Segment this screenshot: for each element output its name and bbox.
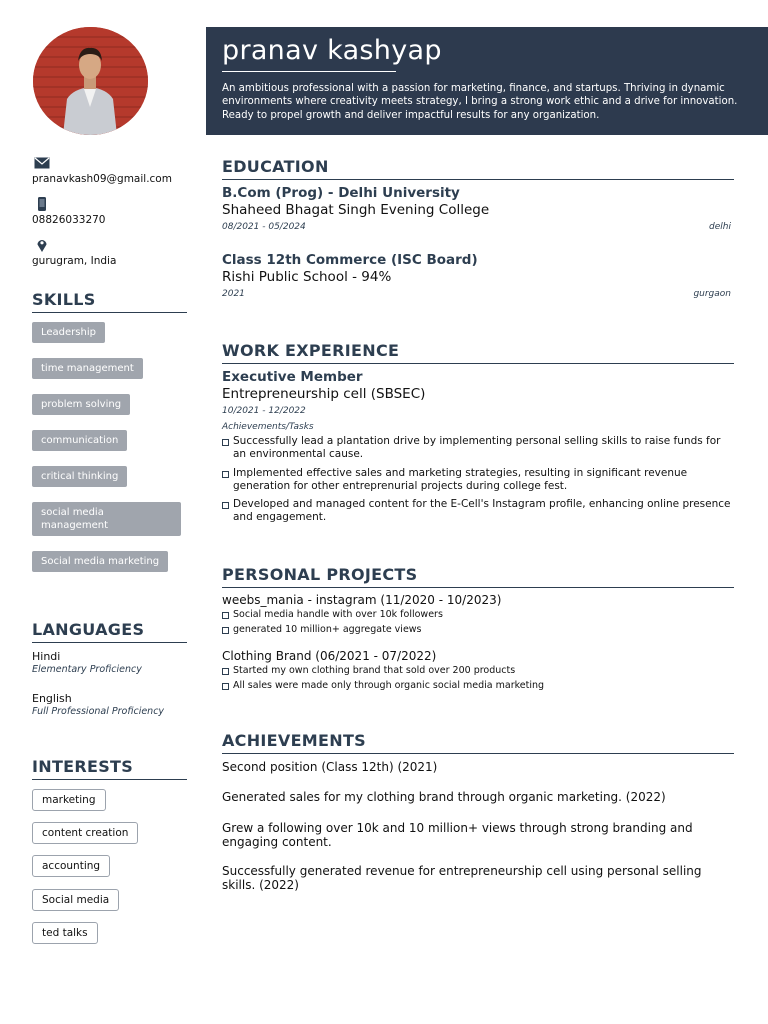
achievement-item: Grew a following over 10k and 10 million+ views through strong branding and engaging content. xyxy=(222,821,693,849)
list-item: Implemented effective sales and marketing strategies, resulting in significant revenue generation for other entreprenurial projects during college fest. xyxy=(222,467,734,494)
contact-location xyxy=(32,238,116,267)
list-item: Started my own clothing brand that sold over 200 products xyxy=(222,665,734,677)
languages-heading: LANGUAGES xyxy=(32,620,187,643)
location-pin-icon xyxy=(34,238,50,252)
project-title: Clothing Brand (06/2021 - 07/2022) xyxy=(222,649,437,663)
contact-email xyxy=(32,156,172,185)
list-item: generated 10 million+ aggregate views xyxy=(222,624,734,636)
profile-photo xyxy=(33,27,148,135)
language-name: Hindi xyxy=(32,650,61,663)
interest-tag: Social media xyxy=(32,889,119,911)
project-title: weebs_mania - instagram (11/2020 - 10/2023) xyxy=(222,593,502,607)
profile-summary: An ambitious professional with a passion for marketing, finance, and startups. Thriving in dynamic environments where creativity meets strategy, I bring a strong work ethic and a drive for innovation. Ready to propel growth and deliver impactful results for any organization. xyxy=(222,83,738,121)
education-dates: 08/2021 - 05/2024 xyxy=(222,222,306,232)
work-tasks-label: Achievements/Tasks xyxy=(222,422,314,432)
project-points xyxy=(222,609,734,639)
list-item: Successfully lead a plantation drive by implementing personal selling skills to raise funds for an environmental cause. xyxy=(222,435,734,462)
envelope-icon xyxy=(34,156,50,170)
header-banner xyxy=(206,27,768,135)
achievement-item: Second position (Class 12th) (2021) xyxy=(222,760,438,774)
education-heading: EDUCATION xyxy=(222,157,734,180)
achievements-heading: ACHIEVEMENTS xyxy=(222,731,734,754)
education-dates: 2021 xyxy=(222,289,245,299)
left-column xyxy=(0,0,206,1024)
list-item: All sales were made only through organic social media marketing xyxy=(222,680,734,692)
achievement-item: Successfully generated revenue for entrepreneurship cell using personal selling skills. (2022) xyxy=(222,864,702,892)
work-dates: 10/2021 - 12/2022 xyxy=(222,406,306,416)
location-text: gurugram, India xyxy=(32,255,117,267)
language-name: English xyxy=(32,692,72,705)
education-degree: Class 12th Commerce (ISC Board) xyxy=(222,252,478,268)
name-underline xyxy=(222,71,396,72)
skill-tag: time management xyxy=(32,358,143,379)
education-degree: B.Com (Prog) - Delhi University xyxy=(222,185,460,201)
phone-text[interactable]: 08826033270 xyxy=(32,214,106,226)
skills-heading: SKILLS xyxy=(32,290,187,313)
work-role: Executive Member xyxy=(222,369,363,385)
education-school: Shaheed Bhagat Singh Evening College xyxy=(222,202,490,218)
projects-heading: PERSONAL PROJECTS xyxy=(222,565,734,588)
candidate-name: pranav kashyap xyxy=(222,35,442,66)
list-item: Social media handle with over 10k followers xyxy=(222,609,734,621)
list-item: Developed and managed content for the E-Cell's Instagram profile, enhancing online presence and engagement. xyxy=(222,498,734,525)
interest-tag: content creation xyxy=(32,822,138,844)
achievement-item: Generated sales for my clothing brand through organic marketing. (2022) xyxy=(222,790,666,804)
interest-tag: marketing xyxy=(32,789,106,811)
education-location: gurgaon xyxy=(693,289,731,299)
skill-tag: Social media marketing xyxy=(32,551,168,572)
interests-heading: INTERESTS xyxy=(32,757,187,780)
contact-phone xyxy=(32,197,106,226)
work-organization: Entrepreneurship cell (SBSEC) xyxy=(222,386,426,402)
avatar xyxy=(33,27,148,135)
project-points xyxy=(222,665,734,695)
skill-tag: Leadership xyxy=(32,322,105,343)
email-text[interactable]: pranavkash09@gmail.com xyxy=(32,173,172,185)
skill-tag: communication xyxy=(32,430,127,451)
education-school: Rishi Public School - 94% xyxy=(222,269,392,285)
interest-tag: ted talks xyxy=(32,922,98,944)
work-heading: WORK EXPERIENCE xyxy=(222,341,734,364)
education-location: delhi xyxy=(709,222,731,232)
skill-tag: social media management xyxy=(32,502,181,536)
skill-tag: problem solving xyxy=(32,394,130,415)
interest-tag: accounting xyxy=(32,855,110,877)
language-level: Elementary Proficiency xyxy=(32,664,142,675)
work-task-list xyxy=(222,435,734,530)
skill-tag: critical thinking xyxy=(32,466,127,487)
phone-icon xyxy=(34,197,50,211)
language-level: Full Professional Proficiency xyxy=(32,706,165,717)
